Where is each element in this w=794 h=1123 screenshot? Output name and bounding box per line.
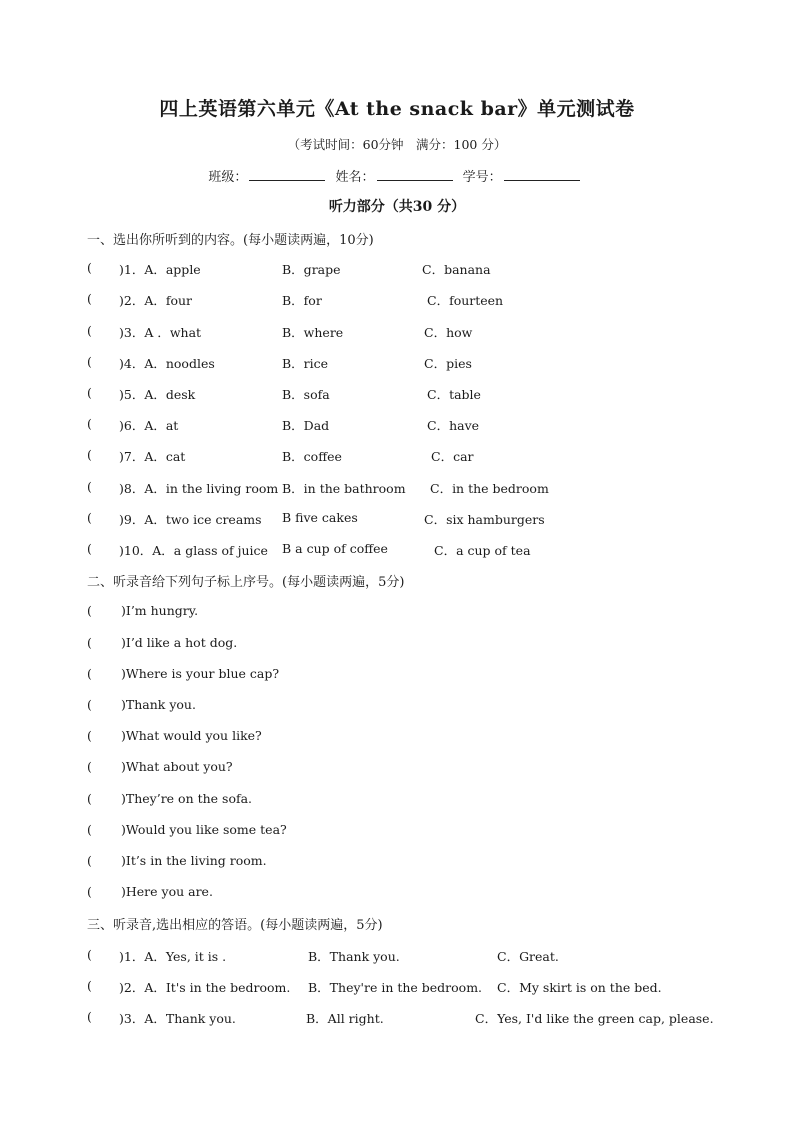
question-row xyxy=(87,354,727,374)
answer-paren[interactable]: ( xyxy=(87,541,92,556)
answer-paren[interactable]: ( xyxy=(87,853,92,868)
option-b: B a cup of coffee xyxy=(282,541,388,556)
answer-paren[interactable]: ( xyxy=(87,385,92,400)
answer-paren[interactable]: ( xyxy=(87,728,92,743)
sentence-text: )It’s in the living room. xyxy=(121,853,267,868)
option-b: B．where xyxy=(282,325,344,340)
question-row xyxy=(87,385,727,405)
option-b: B．All right. xyxy=(306,1011,384,1026)
option-c: C．how xyxy=(424,325,473,340)
student-info-line xyxy=(0,166,794,185)
option-c: C．Great. xyxy=(497,949,559,964)
name-blank[interactable] xyxy=(377,168,453,181)
answer-paren[interactable]: ( xyxy=(87,447,92,462)
answer-paren[interactable]: ( xyxy=(87,1009,92,1024)
answer-paren[interactable]: ( xyxy=(87,510,92,525)
option-c: C．table xyxy=(427,387,481,402)
option-a: )7．A．cat xyxy=(119,449,186,464)
option-a: )2．A．It's in the bedroom. xyxy=(119,980,291,995)
question-row xyxy=(87,510,727,530)
option-b: B．in the bathroom xyxy=(282,481,406,496)
id-blank[interactable] xyxy=(504,168,580,181)
answer-paren[interactable]: ( xyxy=(87,635,92,650)
class-label: 班级： xyxy=(208,170,248,185)
option-c: C．have xyxy=(427,418,480,433)
option-b: B．They're in the bedroom. xyxy=(308,980,483,995)
question-row xyxy=(87,947,727,967)
part2-title: 二、听录音给下列句子标上序号。(每小题读两遍，5分) xyxy=(87,575,405,590)
option-c: C．six hamburgers xyxy=(424,512,545,527)
question-row xyxy=(87,447,727,467)
question-row xyxy=(87,1009,727,1029)
answer-paren[interactable]: ( xyxy=(87,884,92,899)
answer-paren[interactable]: ( xyxy=(87,291,92,306)
part1-title: 一、选出你所听到的内容。(每小题读两遍，10分) xyxy=(87,233,374,248)
question-row xyxy=(87,416,727,436)
answer-paren[interactable]: ( xyxy=(87,603,92,618)
option-a: )6．A．at xyxy=(119,418,179,433)
option-b: B．grape xyxy=(282,262,341,277)
sentence-text: )Thank you. xyxy=(121,697,196,712)
question-row xyxy=(87,291,727,311)
option-c: C．car xyxy=(431,449,474,464)
option-b: B five cakes xyxy=(282,510,358,525)
question-row xyxy=(87,479,727,499)
option-c: C．Yes, I'd like the green cap, please. xyxy=(475,1011,714,1026)
option-b: B．for xyxy=(282,293,322,308)
sentence-text: )Would you like some tea? xyxy=(121,822,287,837)
option-a: )4．A．noodles xyxy=(119,356,215,371)
option-b: B．Thank you. xyxy=(308,949,400,964)
page-title: 四上英语第六单元《At the snack bar》单元测试卷 xyxy=(159,98,635,120)
option-a: )1．A．Yes, it is . xyxy=(119,949,227,964)
answer-paren[interactable]: ( xyxy=(87,759,92,774)
option-c: C．in the bedroom xyxy=(430,481,549,496)
class-blank[interactable] xyxy=(249,168,325,181)
option-a: )1．A．apple xyxy=(119,262,201,277)
question-row xyxy=(87,978,727,998)
answer-paren[interactable]: ( xyxy=(87,666,92,681)
sentence-text: )What about you? xyxy=(121,759,233,774)
option-a: )5．A．desk xyxy=(119,387,196,402)
sentence-text: )I’d like a hot dog. xyxy=(121,635,238,650)
sentence-text: )They’re on the sofa. xyxy=(121,791,253,806)
sentence-text: )Where is your blue cap? xyxy=(121,666,280,681)
option-a: )2．A．four xyxy=(119,293,193,308)
option-a: )9．A．two ice creams xyxy=(119,512,262,527)
exam-subtitle: （考试时间：60分钟 满分：100 分） xyxy=(287,137,507,152)
option-c: C．a cup of tea xyxy=(434,543,531,558)
option-c: C．pies xyxy=(424,356,472,371)
option-c: C．fourteen xyxy=(427,293,504,308)
option-a: )3．A ．what xyxy=(119,325,202,340)
answer-paren[interactable]: ( xyxy=(87,354,92,369)
option-b: B．rice xyxy=(282,356,329,371)
answer-paren[interactable]: ( xyxy=(87,978,92,993)
name-label: 姓名： xyxy=(335,170,375,185)
option-c: C．banana xyxy=(422,262,491,277)
answer-paren[interactable]: ( xyxy=(87,416,92,431)
id-label: 学号： xyxy=(462,170,502,185)
option-a: )3．A．Thank you. xyxy=(119,1011,236,1026)
option-a: )10．A．a glass of juice xyxy=(119,543,268,558)
option-b: B．coffee xyxy=(282,449,342,464)
sentence-text: )Here you are. xyxy=(121,884,213,899)
option-c: C．My skirt is on the bed. xyxy=(497,980,662,995)
part3-title: 三、听录音,选出相应的答语。(每小题读两遍，5分) xyxy=(87,918,383,933)
question-row xyxy=(87,260,727,280)
answer-paren[interactable]: ( xyxy=(87,323,92,338)
option-b: B．Dad xyxy=(282,418,330,433)
question-row xyxy=(87,541,727,561)
answer-paren[interactable]: ( xyxy=(87,791,92,806)
option-a: )8．A．in the living room xyxy=(119,481,279,496)
option-b: B．sofa xyxy=(282,387,330,402)
listening-section-heading: 听力部分（共30 分） xyxy=(328,199,466,215)
answer-paren[interactable]: ( xyxy=(87,697,92,712)
answer-paren[interactable]: ( xyxy=(87,822,92,837)
question-row xyxy=(87,323,727,343)
sentence-text: )What would you like? xyxy=(121,728,262,743)
sentence-text: )I’m hungry. xyxy=(121,603,199,618)
answer-paren[interactable]: ( xyxy=(87,260,92,275)
answer-paren[interactable]: ( xyxy=(87,947,92,962)
answer-paren[interactable]: ( xyxy=(87,479,92,494)
